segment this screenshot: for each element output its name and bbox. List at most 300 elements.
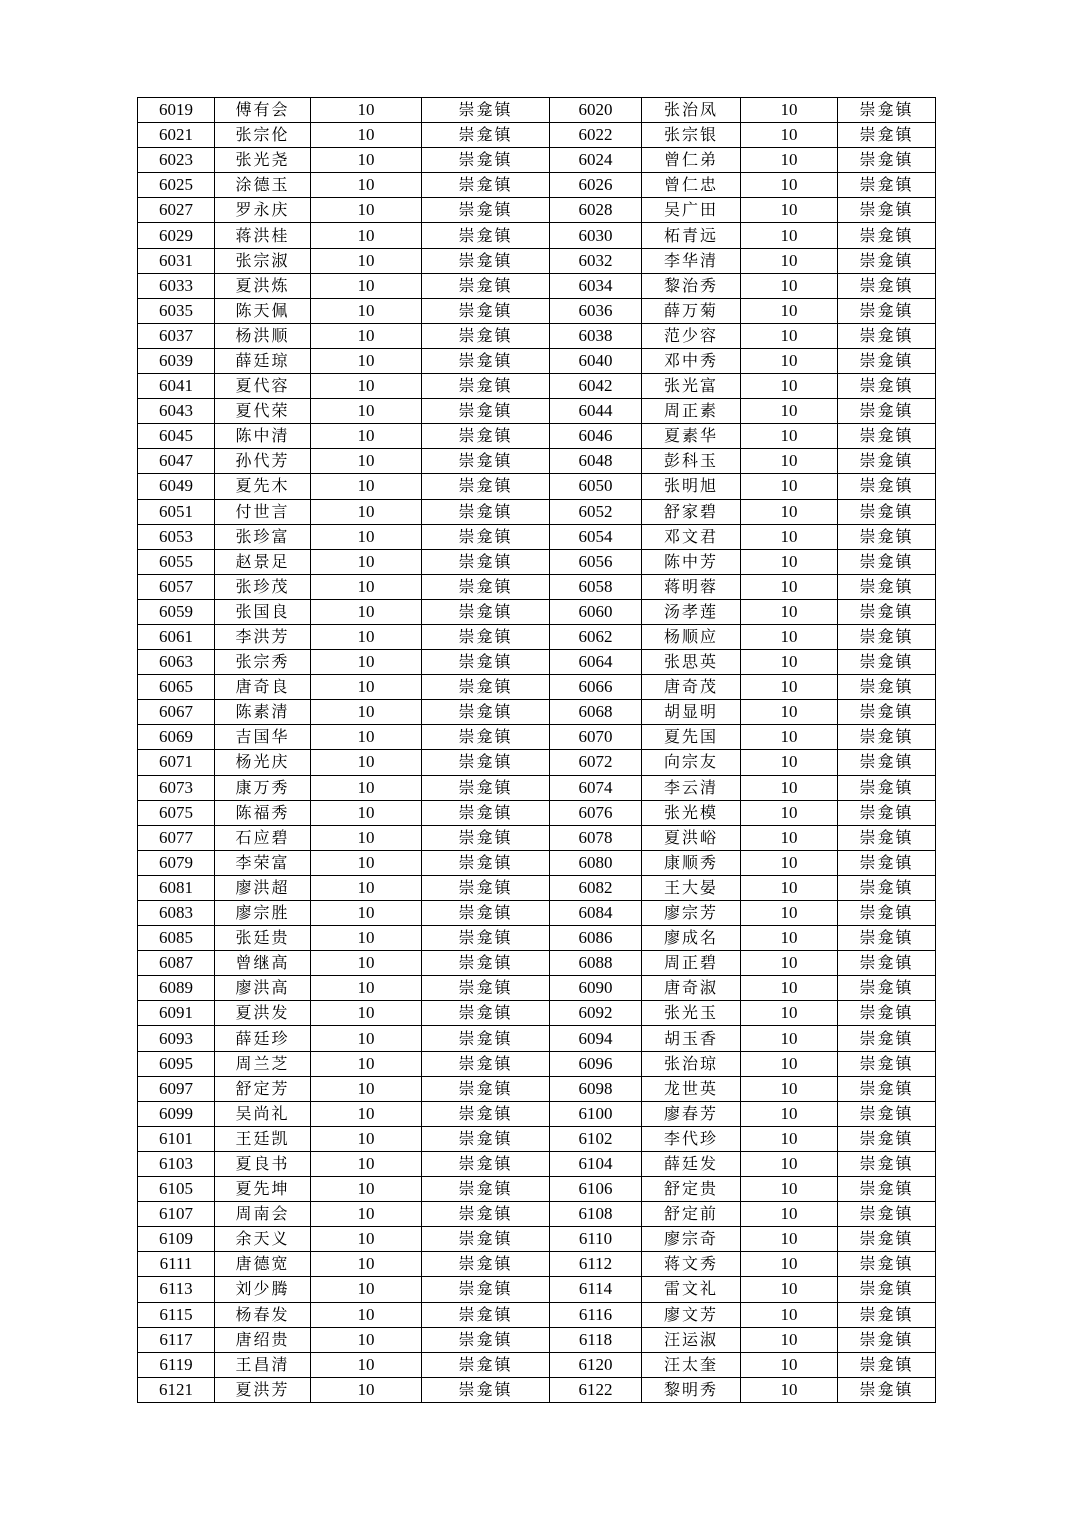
town-cell: 崇龛镇 bbox=[838, 650, 936, 675]
record-number-cell: 6019 bbox=[138, 98, 215, 123]
person-name-cell: 唐绍贵 bbox=[215, 1327, 311, 1352]
data-table bbox=[137, 97, 936, 1403]
town-cell: 崇龛镇 bbox=[422, 650, 550, 675]
town-cell: 崇龛镇 bbox=[422, 1026, 550, 1051]
town-cell: 崇龛镇 bbox=[422, 1126, 550, 1151]
table-row bbox=[138, 348, 936, 373]
person-name-cell: 周南会 bbox=[215, 1202, 311, 1227]
amount-cell: 10 bbox=[311, 675, 422, 700]
amount-cell: 10 bbox=[311, 1377, 422, 1402]
table-row bbox=[138, 1051, 936, 1076]
amount-cell: 10 bbox=[311, 1051, 422, 1076]
person-name-cell: 王昌清 bbox=[215, 1352, 311, 1377]
table-row bbox=[138, 1126, 936, 1151]
person-name-cell: 曾仁忠 bbox=[642, 173, 741, 198]
person-name-cell: 周正碧 bbox=[642, 951, 741, 976]
table-row bbox=[138, 549, 936, 574]
record-number-cell: 6084 bbox=[550, 901, 642, 926]
amount-cell: 10 bbox=[311, 348, 422, 373]
record-number-cell: 6119 bbox=[138, 1352, 215, 1377]
person-name-cell: 廖宗胜 bbox=[215, 901, 311, 926]
person-name-cell: 陈中芳 bbox=[642, 549, 741, 574]
table-row bbox=[138, 926, 936, 951]
amount-cell: 10 bbox=[311, 399, 422, 424]
amount-cell: 10 bbox=[741, 775, 838, 800]
table-row bbox=[138, 474, 936, 499]
record-number-cell: 6111 bbox=[138, 1252, 215, 1277]
person-name-cell: 向宗友 bbox=[642, 750, 741, 775]
record-number-cell: 6079 bbox=[138, 850, 215, 875]
amount-cell: 10 bbox=[311, 850, 422, 875]
town-cell: 崇龛镇 bbox=[838, 1151, 936, 1176]
table-row bbox=[138, 273, 936, 298]
person-name-cell: 张光富 bbox=[642, 374, 741, 399]
person-name-cell: 雷文礼 bbox=[642, 1277, 741, 1302]
person-name-cell: 曾继高 bbox=[215, 951, 311, 976]
record-number-cell: 6083 bbox=[138, 901, 215, 926]
record-number-cell: 6070 bbox=[550, 725, 642, 750]
amount-cell: 10 bbox=[741, 524, 838, 549]
town-cell: 崇龛镇 bbox=[422, 348, 550, 373]
town-cell: 崇龛镇 bbox=[838, 700, 936, 725]
person-name-cell: 康顺秀 bbox=[642, 850, 741, 875]
record-number-cell: 6089 bbox=[138, 976, 215, 1001]
amount-cell: 10 bbox=[311, 800, 422, 825]
person-name-cell: 薛廷发 bbox=[642, 1151, 741, 1176]
town-cell: 崇龛镇 bbox=[422, 1327, 550, 1352]
town-cell: 崇龛镇 bbox=[838, 574, 936, 599]
record-number-cell: 6104 bbox=[550, 1151, 642, 1176]
town-cell: 崇龛镇 bbox=[838, 198, 936, 223]
record-number-cell: 6069 bbox=[138, 725, 215, 750]
amount-cell: 10 bbox=[741, 424, 838, 449]
record-number-cell: 6103 bbox=[138, 1151, 215, 1176]
town-cell: 崇龛镇 bbox=[422, 675, 550, 700]
town-cell: 崇龛镇 bbox=[838, 248, 936, 273]
person-name-cell: 薛万菊 bbox=[642, 298, 741, 323]
person-name-cell: 夏洪炼 bbox=[215, 273, 311, 298]
person-name-cell: 张宗淑 bbox=[215, 248, 311, 273]
record-number-cell: 6057 bbox=[138, 574, 215, 599]
amount-cell: 10 bbox=[741, 1252, 838, 1277]
person-name-cell: 龙世英 bbox=[642, 1076, 741, 1101]
table-row bbox=[138, 700, 936, 725]
town-cell: 崇龛镇 bbox=[838, 1051, 936, 1076]
amount-cell: 10 bbox=[311, 825, 422, 850]
amount-cell: 10 bbox=[741, 1151, 838, 1176]
town-cell: 崇龛镇 bbox=[422, 499, 550, 524]
table-row bbox=[138, 1101, 936, 1126]
record-number-cell: 6063 bbox=[138, 650, 215, 675]
town-cell: 崇龛镇 bbox=[422, 901, 550, 926]
town-cell: 崇龛镇 bbox=[422, 374, 550, 399]
record-number-cell: 6091 bbox=[138, 1001, 215, 1026]
amount-cell: 10 bbox=[311, 1252, 422, 1277]
person-name-cell: 夏洪芳 bbox=[215, 1377, 311, 1402]
table-row bbox=[138, 875, 936, 900]
record-number-cell: 6071 bbox=[138, 750, 215, 775]
town-cell: 崇龛镇 bbox=[838, 1252, 936, 1277]
person-name-cell: 吴尚礼 bbox=[215, 1101, 311, 1126]
town-cell: 崇龛镇 bbox=[422, 524, 550, 549]
person-name-cell: 邓文君 bbox=[642, 524, 741, 549]
person-name-cell: 唐奇茂 bbox=[642, 675, 741, 700]
person-name-cell: 王大晏 bbox=[642, 875, 741, 900]
town-cell: 崇龛镇 bbox=[422, 449, 550, 474]
record-number-cell: 6087 bbox=[138, 951, 215, 976]
person-name-cell: 吉国华 bbox=[215, 725, 311, 750]
person-name-cell: 杨光庆 bbox=[215, 750, 311, 775]
amount-cell: 10 bbox=[741, 650, 838, 675]
table-row bbox=[138, 248, 936, 273]
record-number-cell: 6032 bbox=[550, 248, 642, 273]
town-cell: 崇龛镇 bbox=[422, 1252, 550, 1277]
amount-cell: 10 bbox=[311, 951, 422, 976]
person-name-cell: 张宗伦 bbox=[215, 123, 311, 148]
record-number-cell: 6028 bbox=[550, 198, 642, 223]
record-number-cell: 6062 bbox=[550, 624, 642, 649]
person-name-cell: 周正素 bbox=[642, 399, 741, 424]
amount-cell: 10 bbox=[311, 1302, 422, 1327]
amount-cell: 10 bbox=[311, 976, 422, 1001]
person-name-cell: 刘少腾 bbox=[215, 1277, 311, 1302]
person-name-cell: 胡显明 bbox=[642, 700, 741, 725]
town-cell: 崇龛镇 bbox=[422, 976, 550, 1001]
amount-cell: 10 bbox=[311, 223, 422, 248]
person-name-cell: 罗永庆 bbox=[215, 198, 311, 223]
town-cell: 崇龛镇 bbox=[838, 323, 936, 348]
record-number-cell: 6068 bbox=[550, 700, 642, 725]
amount-cell: 10 bbox=[741, 725, 838, 750]
amount-cell: 10 bbox=[311, 1151, 422, 1176]
record-number-cell: 6060 bbox=[550, 599, 642, 624]
amount-cell: 10 bbox=[741, 248, 838, 273]
amount-cell: 10 bbox=[311, 1101, 422, 1126]
amount-cell: 10 bbox=[741, 1076, 838, 1101]
table-row bbox=[138, 1202, 936, 1227]
amount-cell: 10 bbox=[311, 173, 422, 198]
record-number-cell: 6048 bbox=[550, 449, 642, 474]
person-name-cell: 范少容 bbox=[642, 323, 741, 348]
amount-cell: 10 bbox=[741, 223, 838, 248]
person-name-cell: 夏素华 bbox=[642, 424, 741, 449]
town-cell: 崇龛镇 bbox=[838, 1076, 936, 1101]
amount-cell: 10 bbox=[311, 875, 422, 900]
record-number-cell: 6023 bbox=[138, 148, 215, 173]
amount-cell: 10 bbox=[741, 1302, 838, 1327]
amount-cell: 10 bbox=[311, 449, 422, 474]
amount-cell: 10 bbox=[311, 248, 422, 273]
town-cell: 崇龛镇 bbox=[838, 901, 936, 926]
amount-cell: 10 bbox=[311, 1327, 422, 1352]
amount-cell: 10 bbox=[741, 374, 838, 399]
record-number-cell: 6022 bbox=[550, 123, 642, 148]
record-number-cell: 6113 bbox=[138, 1277, 215, 1302]
town-cell: 崇龛镇 bbox=[422, 951, 550, 976]
record-number-cell: 6116 bbox=[550, 1302, 642, 1327]
person-name-cell: 薛廷珍 bbox=[215, 1026, 311, 1051]
amount-cell: 10 bbox=[741, 750, 838, 775]
amount-cell: 10 bbox=[741, 549, 838, 574]
person-name-cell: 唐奇良 bbox=[215, 675, 311, 700]
town-cell: 崇龛镇 bbox=[422, 123, 550, 148]
town-cell: 崇龛镇 bbox=[422, 273, 550, 298]
amount-cell: 10 bbox=[741, 298, 838, 323]
table-row bbox=[138, 599, 936, 624]
town-cell: 崇龛镇 bbox=[838, 1026, 936, 1051]
amount-cell: 10 bbox=[741, 173, 838, 198]
town-cell: 崇龛镇 bbox=[838, 424, 936, 449]
amount-cell: 10 bbox=[741, 624, 838, 649]
amount-cell: 10 bbox=[741, 449, 838, 474]
amount-cell: 10 bbox=[741, 1202, 838, 1227]
amount-cell: 10 bbox=[311, 524, 422, 549]
record-number-cell: 6055 bbox=[138, 549, 215, 574]
person-name-cell: 蒋明蓉 bbox=[642, 574, 741, 599]
table-row bbox=[138, 323, 936, 348]
amount-cell: 10 bbox=[741, 599, 838, 624]
person-name-cell: 张国良 bbox=[215, 599, 311, 624]
amount-cell: 10 bbox=[741, 1026, 838, 1051]
table-row bbox=[138, 1377, 936, 1402]
table-row bbox=[138, 825, 936, 850]
town-cell: 崇龛镇 bbox=[838, 675, 936, 700]
amount-cell: 10 bbox=[311, 198, 422, 223]
table-row bbox=[138, 173, 936, 198]
table-body bbox=[138, 98, 936, 1403]
record-number-cell: 6098 bbox=[550, 1076, 642, 1101]
person-name-cell: 张珍富 bbox=[215, 524, 311, 549]
amount-cell: 10 bbox=[311, 700, 422, 725]
town-cell: 崇龛镇 bbox=[422, 198, 550, 223]
table-row bbox=[138, 650, 936, 675]
record-number-cell: 6030 bbox=[550, 223, 642, 248]
amount-cell: 10 bbox=[741, 1051, 838, 1076]
table-row bbox=[138, 1327, 936, 1352]
record-number-cell: 6099 bbox=[138, 1101, 215, 1126]
table-row bbox=[138, 675, 936, 700]
town-cell: 崇龛镇 bbox=[838, 549, 936, 574]
amount-cell: 10 bbox=[311, 323, 422, 348]
town-cell: 崇龛镇 bbox=[838, 951, 936, 976]
amount-cell: 10 bbox=[741, 700, 838, 725]
table-row bbox=[138, 1026, 936, 1051]
record-number-cell: 6038 bbox=[550, 323, 642, 348]
person-name-cell: 孙代芳 bbox=[215, 449, 311, 474]
record-number-cell: 6044 bbox=[550, 399, 642, 424]
amount-cell: 10 bbox=[311, 549, 422, 574]
table-row bbox=[138, 1001, 936, 1026]
record-number-cell: 6042 bbox=[550, 374, 642, 399]
record-number-cell: 6102 bbox=[550, 1126, 642, 1151]
town-cell: 崇龛镇 bbox=[422, 1151, 550, 1176]
town-cell: 崇龛镇 bbox=[422, 1227, 550, 1252]
table-row bbox=[138, 1151, 936, 1176]
town-cell: 崇龛镇 bbox=[422, 148, 550, 173]
record-number-cell: 6118 bbox=[550, 1327, 642, 1352]
amount-cell: 10 bbox=[741, 574, 838, 599]
table-row bbox=[138, 901, 936, 926]
town-cell: 崇龛镇 bbox=[838, 1001, 936, 1026]
record-number-cell: 6114 bbox=[550, 1277, 642, 1302]
person-name-cell: 柘青远 bbox=[642, 223, 741, 248]
record-number-cell: 6110 bbox=[550, 1227, 642, 1252]
person-name-cell: 李华清 bbox=[642, 248, 741, 273]
town-cell: 崇龛镇 bbox=[838, 926, 936, 951]
person-name-cell: 夏洪发 bbox=[215, 1001, 311, 1026]
town-cell: 崇龛镇 bbox=[838, 374, 936, 399]
person-name-cell: 廖洪超 bbox=[215, 875, 311, 900]
town-cell: 崇龛镇 bbox=[838, 1101, 936, 1126]
person-name-cell: 涂德玉 bbox=[215, 173, 311, 198]
person-name-cell: 张珍茂 bbox=[215, 574, 311, 599]
record-number-cell: 6095 bbox=[138, 1051, 215, 1076]
town-cell: 崇龛镇 bbox=[838, 1126, 936, 1151]
amount-cell: 10 bbox=[741, 875, 838, 900]
person-name-cell: 李洪芳 bbox=[215, 624, 311, 649]
record-number-cell: 6072 bbox=[550, 750, 642, 775]
town-cell: 崇龛镇 bbox=[838, 1227, 936, 1252]
town-cell: 崇龛镇 bbox=[838, 725, 936, 750]
person-name-cell: 舒家碧 bbox=[642, 499, 741, 524]
record-number-cell: 6107 bbox=[138, 1202, 215, 1227]
town-cell: 崇龛镇 bbox=[838, 1327, 936, 1352]
record-number-cell: 6112 bbox=[550, 1252, 642, 1277]
record-number-cell: 6081 bbox=[138, 875, 215, 900]
amount-cell: 10 bbox=[311, 624, 422, 649]
record-number-cell: 6050 bbox=[550, 474, 642, 499]
town-cell: 崇龛镇 bbox=[838, 1177, 936, 1202]
person-name-cell: 张光玉 bbox=[642, 1001, 741, 1026]
amount-cell: 10 bbox=[741, 1227, 838, 1252]
town-cell: 崇龛镇 bbox=[422, 1277, 550, 1302]
person-name-cell: 夏代荣 bbox=[215, 399, 311, 424]
record-number-cell: 6045 bbox=[138, 424, 215, 449]
table-row bbox=[138, 1076, 936, 1101]
person-name-cell: 唐奇淑 bbox=[642, 976, 741, 1001]
record-number-cell: 6076 bbox=[550, 800, 642, 825]
person-name-cell: 夏良书 bbox=[215, 1151, 311, 1176]
town-cell: 崇龛镇 bbox=[838, 1202, 936, 1227]
town-cell: 崇龛镇 bbox=[422, 298, 550, 323]
person-name-cell: 舒定前 bbox=[642, 1202, 741, 1227]
record-number-cell: 6059 bbox=[138, 599, 215, 624]
record-number-cell: 6092 bbox=[550, 1001, 642, 1026]
record-number-cell: 6061 bbox=[138, 624, 215, 649]
record-number-cell: 6078 bbox=[550, 825, 642, 850]
town-cell: 崇龛镇 bbox=[838, 499, 936, 524]
person-name-cell: 廖春芳 bbox=[642, 1101, 741, 1126]
record-number-cell: 6109 bbox=[138, 1227, 215, 1252]
record-number-cell: 6122 bbox=[550, 1377, 642, 1402]
town-cell: 崇龛镇 bbox=[838, 825, 936, 850]
town-cell: 崇龛镇 bbox=[422, 775, 550, 800]
person-name-cell: 吴广田 bbox=[642, 198, 741, 223]
amount-cell: 10 bbox=[311, 1126, 422, 1151]
record-number-cell: 6054 bbox=[550, 524, 642, 549]
record-number-cell: 6106 bbox=[550, 1177, 642, 1202]
town-cell: 崇龛镇 bbox=[838, 624, 936, 649]
table-row bbox=[138, 1227, 936, 1252]
record-number-cell: 6067 bbox=[138, 700, 215, 725]
table-row bbox=[138, 750, 936, 775]
person-name-cell: 陈中清 bbox=[215, 424, 311, 449]
record-number-cell: 6090 bbox=[550, 976, 642, 1001]
town-cell: 崇龛镇 bbox=[422, 750, 550, 775]
table-row bbox=[138, 1277, 936, 1302]
town-cell: 崇龛镇 bbox=[422, 98, 550, 123]
town-cell: 崇龛镇 bbox=[422, 424, 550, 449]
town-cell: 崇龛镇 bbox=[422, 850, 550, 875]
town-cell: 崇龛镇 bbox=[838, 599, 936, 624]
town-cell: 崇龛镇 bbox=[422, 574, 550, 599]
person-name-cell: 曾仁弟 bbox=[642, 148, 741, 173]
town-cell: 崇龛镇 bbox=[422, 825, 550, 850]
record-number-cell: 6034 bbox=[550, 273, 642, 298]
record-number-cell: 6115 bbox=[138, 1302, 215, 1327]
record-number-cell: 6085 bbox=[138, 926, 215, 951]
town-cell: 崇龛镇 bbox=[838, 1302, 936, 1327]
table-row bbox=[138, 624, 936, 649]
person-name-cell: 夏代容 bbox=[215, 374, 311, 399]
record-number-cell: 6108 bbox=[550, 1202, 642, 1227]
record-number-cell: 6064 bbox=[550, 650, 642, 675]
town-cell: 崇龛镇 bbox=[422, 1352, 550, 1377]
record-number-cell: 6074 bbox=[550, 775, 642, 800]
town-cell: 崇龛镇 bbox=[422, 875, 550, 900]
record-number-cell: 6094 bbox=[550, 1026, 642, 1051]
record-number-cell: 6035 bbox=[138, 298, 215, 323]
person-name-cell: 张廷贵 bbox=[215, 926, 311, 951]
person-name-cell: 付世言 bbox=[215, 499, 311, 524]
person-name-cell: 王廷凯 bbox=[215, 1126, 311, 1151]
table-row bbox=[138, 850, 936, 875]
town-cell: 崇龛镇 bbox=[422, 474, 550, 499]
town-cell: 崇龛镇 bbox=[838, 850, 936, 875]
town-cell: 崇龛镇 bbox=[422, 599, 550, 624]
amount-cell: 10 bbox=[741, 1352, 838, 1377]
amount-cell: 10 bbox=[311, 1001, 422, 1026]
person-name-cell: 张宗银 bbox=[642, 123, 741, 148]
table-row bbox=[138, 298, 936, 323]
record-number-cell: 6073 bbox=[138, 775, 215, 800]
person-name-cell: 黎明秀 bbox=[642, 1377, 741, 1402]
table-row bbox=[138, 449, 936, 474]
person-name-cell: 余天义 bbox=[215, 1227, 311, 1252]
person-name-cell: 张治琼 bbox=[642, 1051, 741, 1076]
amount-cell: 10 bbox=[741, 123, 838, 148]
amount-cell: 10 bbox=[311, 1352, 422, 1377]
town-cell: 崇龛镇 bbox=[838, 399, 936, 424]
record-number-cell: 6039 bbox=[138, 348, 215, 373]
person-name-cell: 彭科玉 bbox=[642, 449, 741, 474]
person-name-cell: 黎治秀 bbox=[642, 273, 741, 298]
record-number-cell: 6040 bbox=[550, 348, 642, 373]
person-name-cell: 陈天佩 bbox=[215, 298, 311, 323]
table-row bbox=[138, 223, 936, 248]
town-cell: 崇龛镇 bbox=[838, 223, 936, 248]
record-number-cell: 6029 bbox=[138, 223, 215, 248]
record-number-cell: 6105 bbox=[138, 1177, 215, 1202]
record-number-cell: 6052 bbox=[550, 499, 642, 524]
person-name-cell: 张光尧 bbox=[215, 148, 311, 173]
amount-cell: 10 bbox=[311, 926, 422, 951]
amount-cell: 10 bbox=[311, 1177, 422, 1202]
record-number-cell: 6041 bbox=[138, 374, 215, 399]
record-number-cell: 6051 bbox=[138, 499, 215, 524]
amount-cell: 10 bbox=[741, 499, 838, 524]
amount-cell: 10 bbox=[741, 800, 838, 825]
